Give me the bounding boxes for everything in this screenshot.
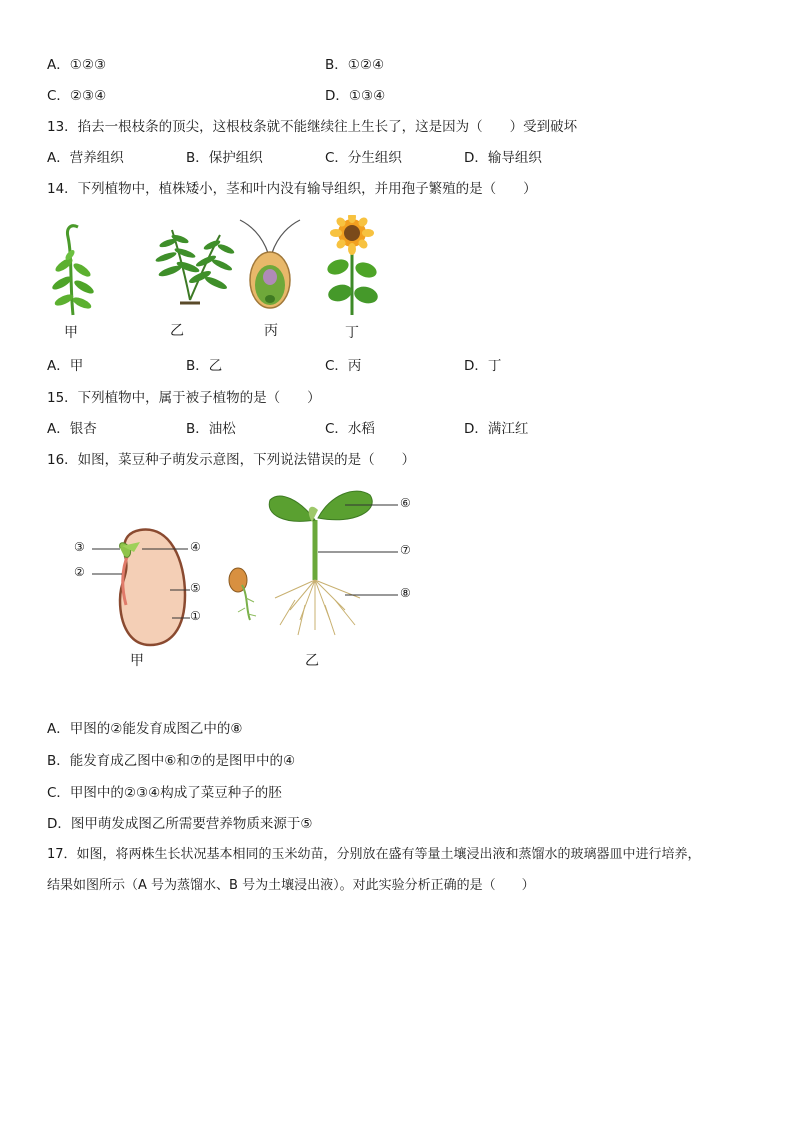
q12-option-c: C．②③④ [47,88,107,104]
q13-stem: 13．掐去一根枝条的顶尖，这根枝条就不能继续往上生长了，这是因为（ ）受到破坏 [47,119,578,135]
q16-label-3: ③ [74,540,85,554]
q13-option-d: D．输导组织 [464,150,542,166]
q14-option-c: C．丙 [325,358,362,374]
q16-label-4: ④ [190,540,201,554]
q12-option-d: D．①③④ [325,88,386,104]
q14-label-jia: 甲 [64,325,78,341]
q16-label-8: ⑧ [400,586,411,600]
bean-seed-image [120,530,185,645]
bean-seedling-image [269,491,372,635]
q16-option-c: C．甲图中的②③④构成了菜豆种子的胚 [47,785,282,801]
q12-option-b: B．①②④ [325,57,385,73]
q16-stem: 16．如图，菜豆种子萌发示意图，下列说法错误的是（ ） [47,452,416,468]
q16-label-7: ⑦ [400,543,411,557]
germinating-seed-image [229,568,256,620]
q14-label-yi: 乙 [170,323,184,339]
chlamydomonas-image [240,220,300,308]
q14-option-a: A．甲 [47,358,84,374]
moss-plant-image [50,226,95,315]
q16-option-a: A．甲图的②能发育成图乙中的⑧ [47,721,243,737]
q16-label-6: ⑥ [400,496,411,510]
q16-option-d: D．图甲萌发成图乙所需要营养物质来源于⑤ [47,816,313,832]
q14-option-b: B．乙 [186,358,223,374]
q13-option-c: C．分生组织 [325,150,402,166]
q16-label-5: ⑤ [190,581,201,595]
q14-option-d: D．丁 [464,358,502,374]
q14-label-bing: 丙 [264,323,278,339]
fern-plant-image [155,230,236,303]
q16-bean-figure [60,480,440,675]
q14-stem: 14．下列植物中，植株矮小，茎和叶内没有输导组织，并用孢子繁殖的是（ ） [47,181,537,197]
q16-caption-jia: 甲 [130,653,144,669]
q17-stem-line1: 17．如图，将两株生长状况基本相同的玉米幼苗，分别放在盛有等量土壤浸出液和蒸馏水的玻璃器皿中进行培养， [47,847,701,862]
q17-stem-line2: 结果如图所示（A 号为蒸馏水、B 号为土壤浸出液）。对此实验分析正确的是（ ） [47,878,535,893]
q16-label-2: ② [74,565,85,579]
q13-option-a: A．营养组织 [47,150,124,166]
q16-caption-yi: 乙 [305,653,319,669]
q15-option-b: B．油松 [186,421,236,437]
q16-option-b: B．能发育成乙图中⑥和⑦的是图甲中的④ [47,753,296,769]
q14-label-ding: 丁 [345,325,359,341]
q13-option-b: B．保护组织 [186,150,263,166]
sunflower-image [325,215,379,315]
q15-option-a: A．银杏 [47,421,97,437]
q15-stem: 15．下列植物中，属于被子植物的是（ ） [47,390,321,406]
q12-option-a: A．①②③ [47,57,107,73]
q15-option-d: D．满江红 [464,421,529,437]
q16-label-1: ① [190,609,201,623]
q15-option-c: C．水稻 [325,421,375,437]
